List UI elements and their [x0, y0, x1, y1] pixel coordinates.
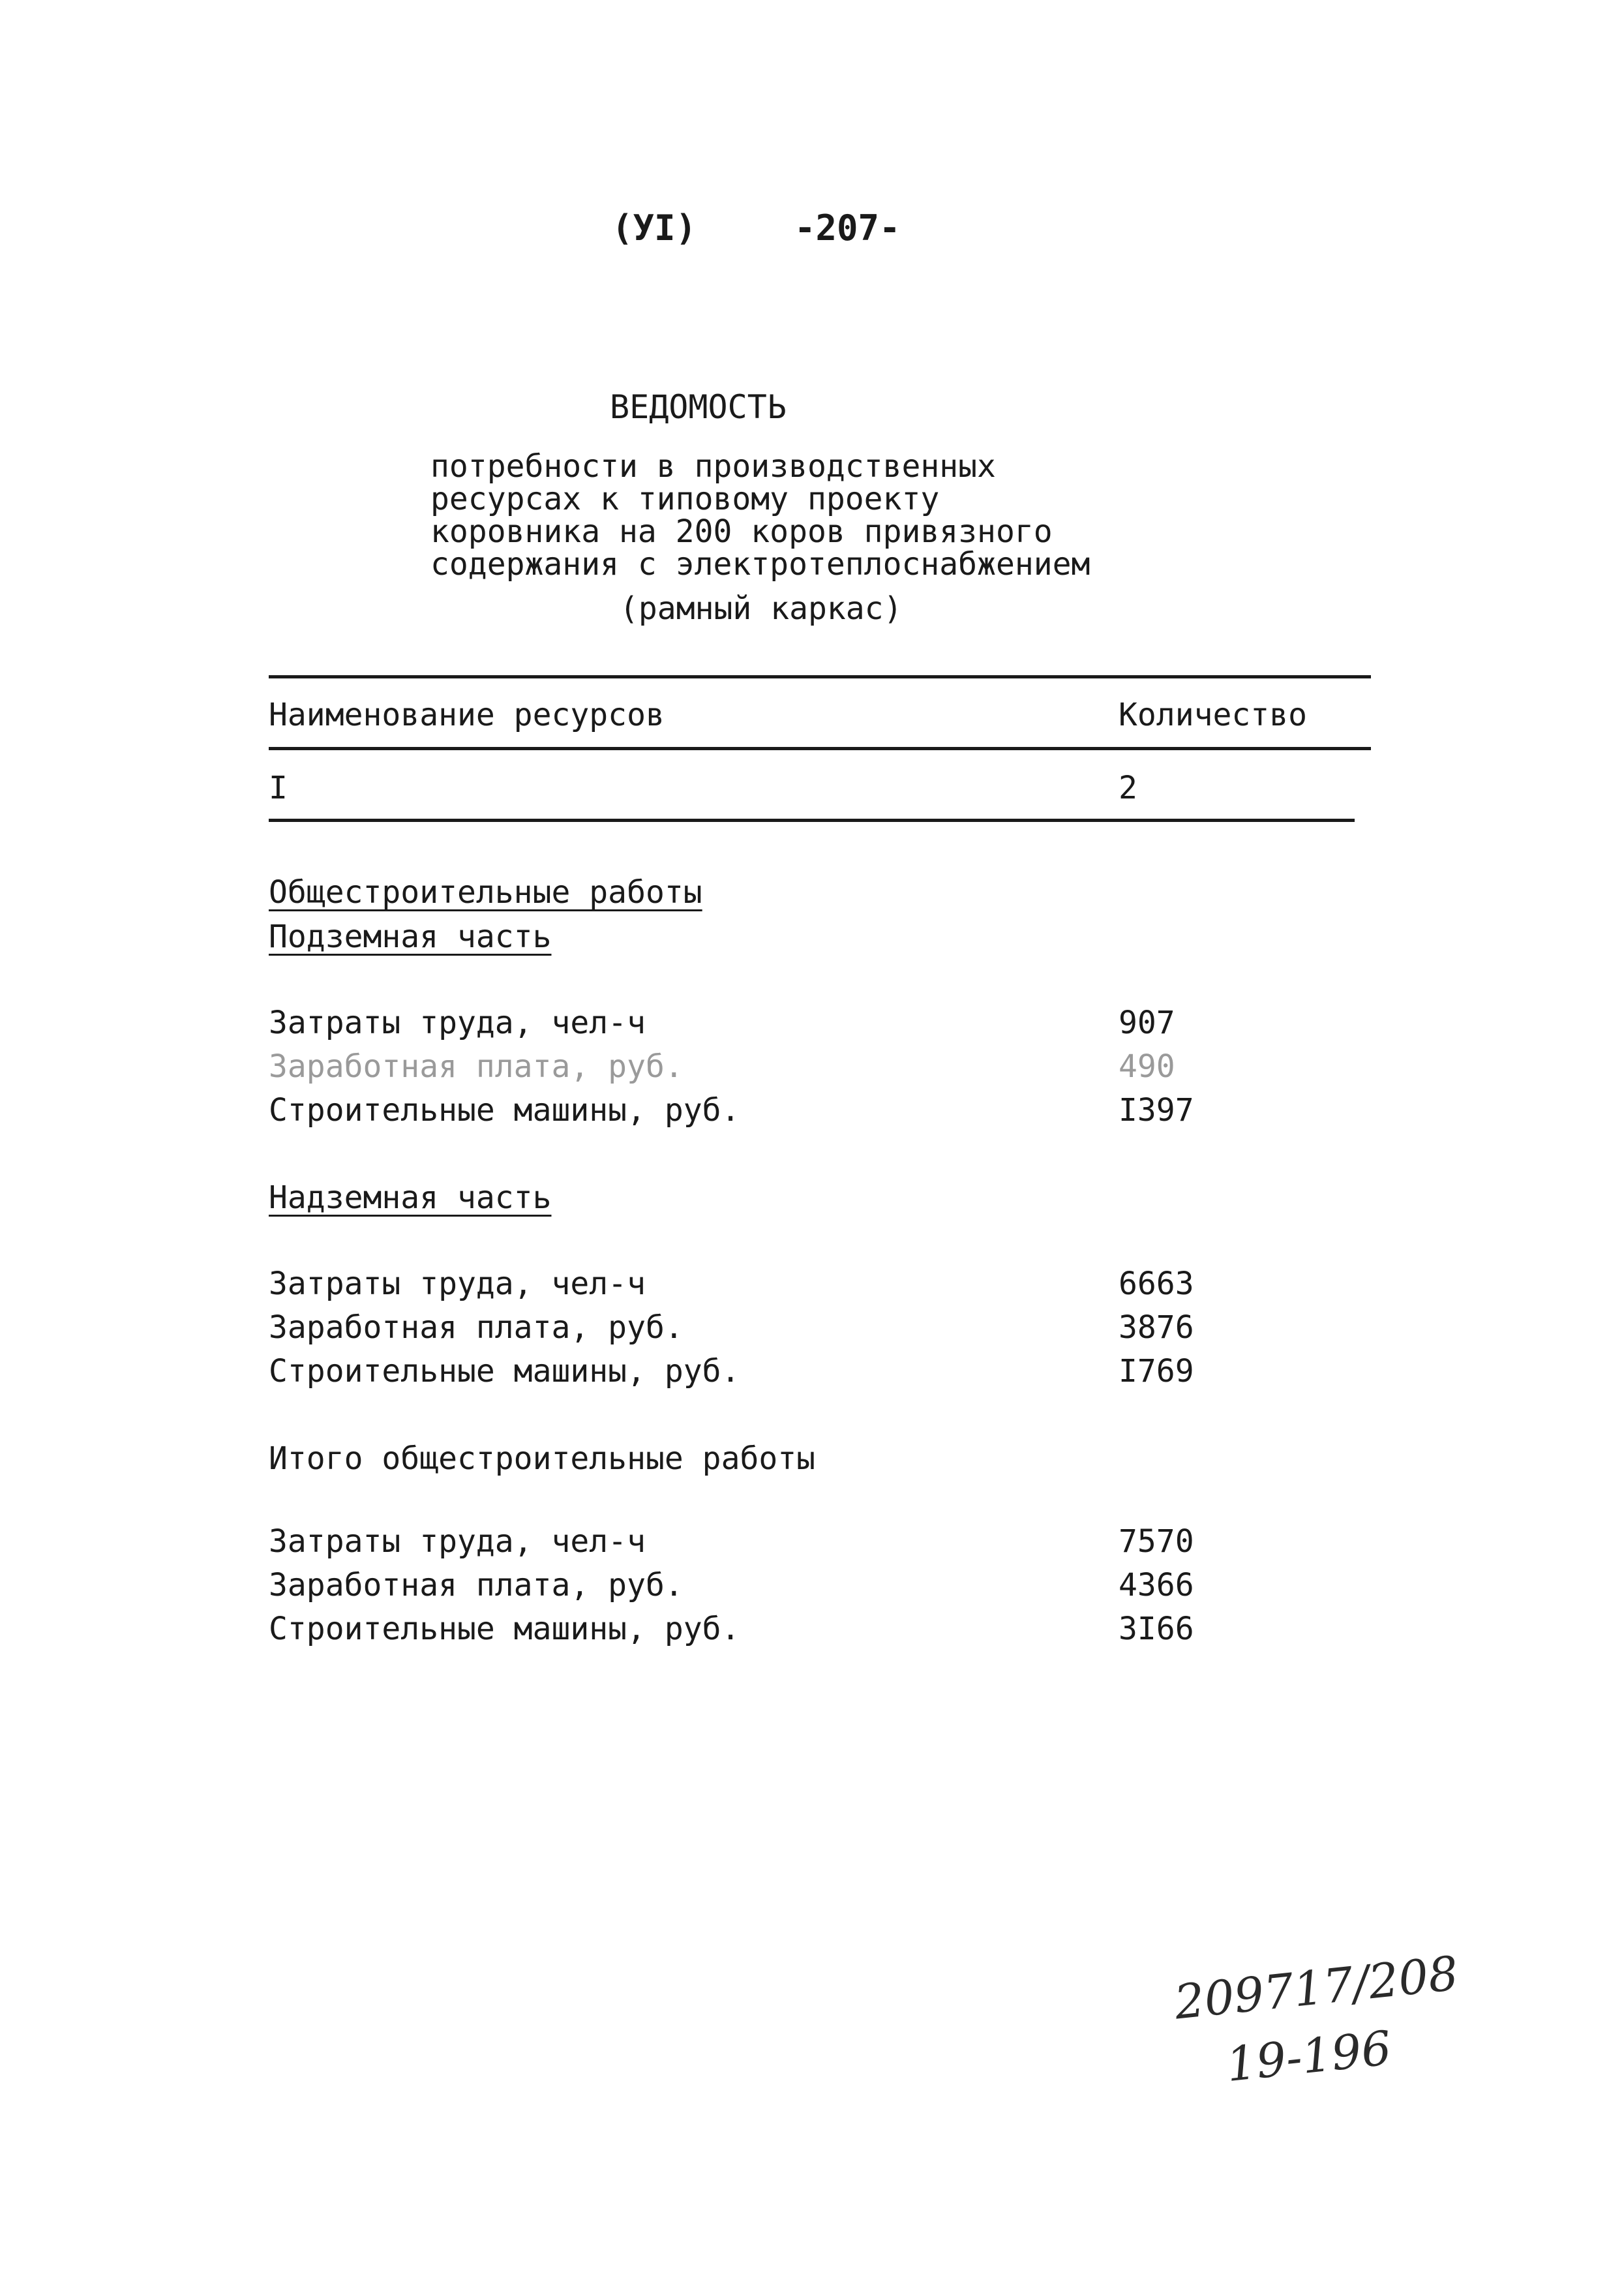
page-number: -207- [794, 207, 901, 249]
row-value: I769 [1119, 1353, 1194, 1389]
column-header-name: Наименование ресурсов [269, 697, 665, 733]
row-label: Заработная плата, руб. [269, 1048, 684, 1085]
document-subtitle [430, 450, 1090, 581]
row-label: Строительные машины, руб. [269, 1353, 740, 1389]
subtitle-line: коровника на 200 коров привязного [430, 513, 1053, 550]
total-heading: Итого общестроительные работы [269, 1440, 816, 1477]
row-value: 490 [1119, 1048, 1175, 1085]
row-label: Заработная плата, руб. [269, 1567, 684, 1603]
row-value: 7570 [1119, 1523, 1194, 1560]
subtitle-line: содержания с электротеплоснабжением [430, 546, 1090, 583]
column-number-2: 2 [1119, 770, 1137, 806]
row-label: Заработная плата, руб. [269, 1309, 684, 1346]
frame-note: (рамный каркас) [620, 590, 903, 627]
handwritten-range: 19-196 [1224, 2020, 1394, 2093]
aboveground-heading: Надземная часть [269, 1179, 552, 1216]
row-label: Затраты труда, чел-ч [269, 1523, 646, 1560]
subtitle-line: потребности в производственных [430, 448, 996, 485]
row-value: 3876 [1119, 1309, 1194, 1346]
document-title: ВЕДОМОСТЬ [610, 388, 787, 426]
row-label: Строительные машины, руб. [269, 1611, 740, 1647]
row-label: Затраты труда, чел-ч [269, 1005, 646, 1041]
row-value: 6663 [1119, 1266, 1194, 1302]
table-header-rule [269, 747, 1371, 750]
table-top-rule [269, 675, 1371, 678]
row-value: 4366 [1119, 1567, 1194, 1603]
section-number: (УI) [612, 207, 697, 249]
row-label: Строительные машины, руб. [269, 1092, 740, 1129]
underground-heading: Подземная часть [269, 919, 552, 955]
row-value: I397 [1119, 1092, 1194, 1129]
column-header-quantity: Количество [1119, 697, 1307, 733]
table-numbers-rule [269, 819, 1355, 822]
row-label: Затраты труда, чел-ч [269, 1266, 646, 1302]
column-number-1: I [269, 770, 288, 806]
row-value: 907 [1119, 1005, 1175, 1041]
subtitle-line: ресурсах к типовому проекту [430, 481, 940, 517]
handwritten-inventory-number: 209717/208 [1171, 1945, 1461, 2030]
main-section-heading: Общестроительные работы [269, 874, 702, 911]
row-value: 3I66 [1119, 1611, 1194, 1647]
